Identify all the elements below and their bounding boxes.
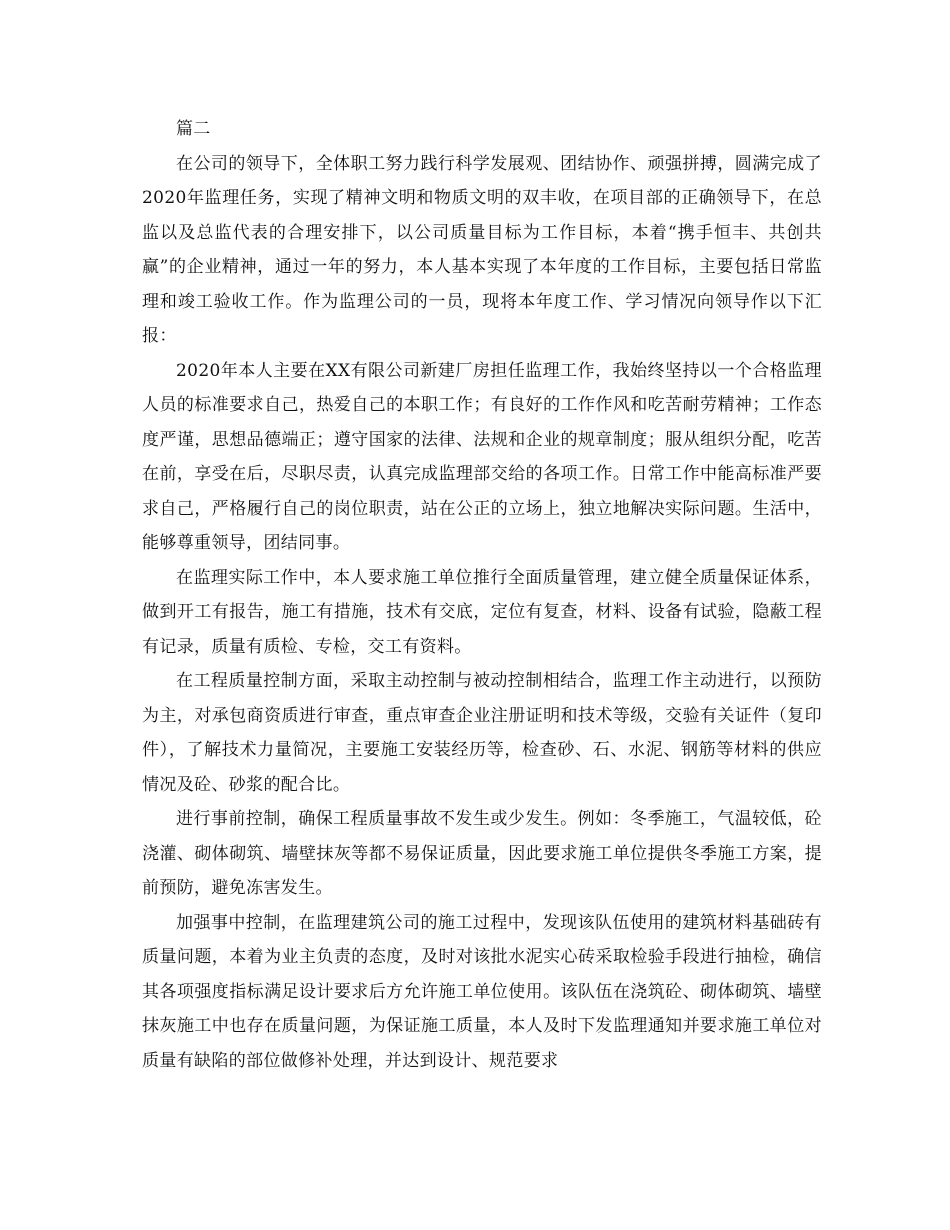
paragraph-work-2020: 2020年本人主要在XX有限公司新建厂房担任监理工作，我始终坚持以一个合格监理人员的标准要求自己，热爱自己的本职工作；有良好的工作作风和吃苦耐劳精神；工作态度严谨，思想品德端正；遵守国家的法律、法规和企业的规章制度；服从组织分配，吃苦在前，享受在后，尽职尽责，认真完成监理部交给的各项工作。日常工作中能高标准严要求自己，严格履行自己的岗位职责，站在公正的立场上，独立地解决实际问题。生活中，能够尊重领导，团结同事。 [142,360,822,553]
paragraph-intro: 在公司的领导下，全体职工努力践行科学发展观、团结协作、顽强拼搏，圆满完成了2020年监理任务，实现了精神文明和物质文明的双丰收，在项目部的正确领导下，在总监以及总监代表的合理安排下，以公司质量目标为工作目标，本着“携手恒丰、共创共赢”的企业精神，通过一年的努力，本人基本实现了本年度的工作目标，主要包括日常监理和竣工验收工作。作为监理公司的一员，现将本年度工作、学习情况向领导作以下汇报： [142,153,822,346]
paragraph-in-process-control: 加强事中控制，在监理建筑公司的施工过程中，发现该队伍使用的建筑材料基础砖有质量问题，本着为业主负责的态度，及时对该批水泥实心砖采取检验手段进行抽检，确信其各项强度指标满足设计要求后方允许施工单位使用。该队伍在浇筑砼、砌体砌筑、墙壁抹灰施工中也存在质量问题，为保证施工质量，本人及时下发监理通知并要求施工单位对质量有缺陷的部位做修补处理，并达到设计、规范要求 [142,912,822,1071]
document-body [142,112,822,1078]
paragraph-quality-control: 在工程质量控制方面，采取主动控制与被动控制相结合，监理工作主动进行，以预防为主，对承包商资质进行审查，重点审查企业注册证明和技术等级，交验有关证件（复印件），了解技术力量简况，主要施工安装经历等，检查砂、石、水泥、钢筋等材料的供应情况及砼、砂浆的配合比。 [142,671,822,795]
paragraph-pre-control: 进行事前控制，确保工程质量事故不发生或少发生。例如：冬季施工，气温较低，砼浇灌、砌体砌筑、墙壁抹灰等都不易保证质量，因此要求施工单位提供冬季施工方案，提前预防，避免冻害发生。 [142,809,822,898]
section-heading: 篇二 [176,119,211,139]
paragraph-quality-management: 在监理实际工作中，本人要求施工单位推行全面质量管理，建立健全质量保证体系，做到开工有报告，施工有措施，技术有交底，定位有复查，材料、设备有试验，隐蔽工程有记录，质量有质检、专检，交工有资料。 [142,567,822,657]
